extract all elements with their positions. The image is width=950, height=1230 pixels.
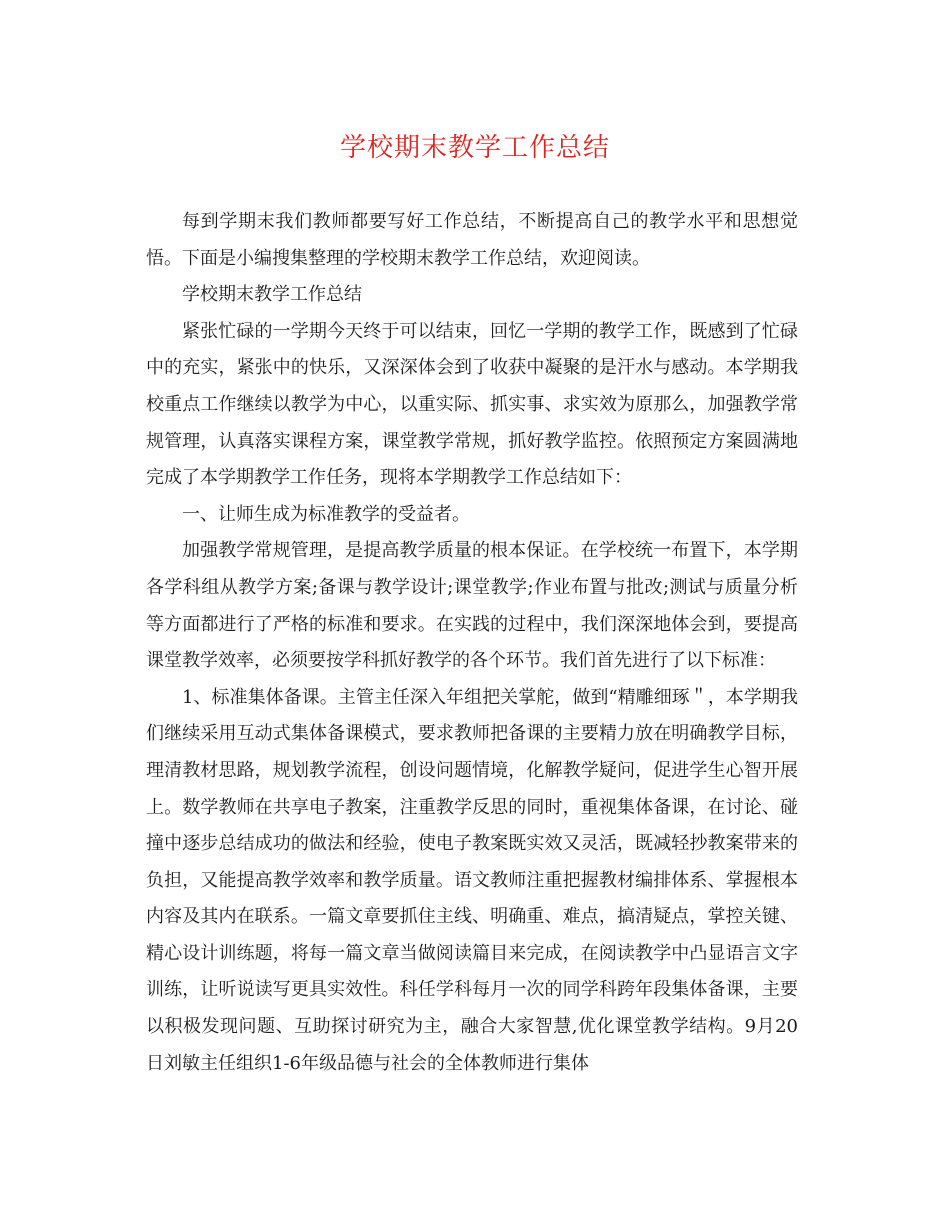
subtitle-paragraph: 学校期末教学工作总结: [182, 284, 362, 306]
section-paragraph: 加强教学常规管理，是提高教学质量的根本保证。在学校统一布置下，本学期各学科组从教学方案;备课与教学设计;课堂教学;作业布置与批改;测试与质量分析等方面都进行了严格的标准和要求。在实践的过程中，我们深深地体会到，要提高课堂教学效率，必须要按学科抓好教学的各个环节。我们首先进行了以下标准：: [146, 540, 798, 672]
section-heading: 一、让师生成为标准教学的受益者。: [182, 503, 470, 525]
document-body: [146, 204, 798, 1082]
item-paragraph: 1、标准集体备课。主管主任深入年组把关掌舵，做到“精雕细琢＂，本学期我们继续采用互动式集体备课模式，要求教师把备课的主要精力放在明确教学目标，理清教材思路，规划教学流程，创设问题情境，化解教学疑问，促进学生心智开展上。数学教师在共享电子教案，注重教学反思的同时，重视集体备课，在讨论、碰撞中逐步总结成功的做法和经验，使电子教案既实效又灵活，既减轻抄教案带来的负担，又能提高教学效率和教学质量。语文教师注重把握教材编排体系、掌握根本内容及其内在联系。一篇文章要抓住主线、明确重、难点，搞清疑点，掌控关键、精心设计训练题，将每一篇文章当做阅读篇目来完成，在阅读教学中凸显语言文字训练，让听说读写更具实效性。科任学科每月一次的同学科跨年段集体备课，主要以积极发现问题、互助探讨研究为主，融合大家智慧,优化课堂教学结构。9月20日刘敏主任组织1-6年级品德与社会的全体教师进行集体: [146, 686, 798, 1074]
document-title: 学校期末教学工作总结: [339, 133, 610, 163]
opening-paragraph: 紧张忙碌的一学期今天终于可以结束，回忆一学期的教学工作，既感到了忙碌中的充实，紧张中的快乐，又深深体会到了收获中凝聚的是汗水与感动。本学期我校重点工作继续以教学为中心，以重实际、抓实事、求实效为原那么，加强教学常规管理，认真落实课程方案，课堂教学常规，抓好教学监控。依照预定方案圆满地完成了本学期教学工作任务，现将本学期教学工作总结如下：: [146, 320, 798, 489]
intro-paragraph: 每到学期末我们教师都要写好工作总结，不断提高自己的教学水平和思想觉悟。下面是小编搜集整理的学校期末教学工作总结，欢迎阅读。: [146, 211, 798, 269]
